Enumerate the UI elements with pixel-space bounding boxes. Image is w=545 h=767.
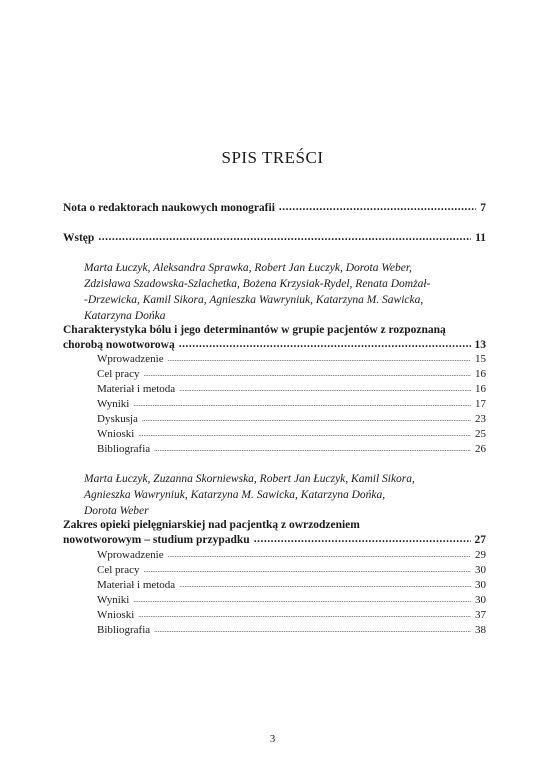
section-page: 15 [475, 353, 486, 365]
section-page: 26 [475, 443, 486, 455]
dot-leader [138, 426, 471, 441]
chapter-title: Charakterystyka bólu i jego determinantów w grupie pacjentów z rozpoznaną [63, 324, 446, 336]
dot-leader [138, 607, 471, 622]
dot-leader [179, 381, 471, 396]
dot-leader [179, 577, 471, 592]
dot-leader [133, 592, 471, 607]
toc-section[interactable] [97, 548, 486, 563]
dot-leader [168, 547, 471, 562]
dot-leader [133, 396, 471, 411]
authors-line: Marta Łuczyk, Zuzanna Skorniewska, Robert Jan Łuczyk, Kamil Sikora, [84, 473, 415, 485]
section-label: Wyniki [97, 398, 130, 410]
dot-leader [154, 441, 471, 456]
dot-leader [142, 411, 471, 426]
toc-entry-page: 13 [474, 339, 486, 351]
authors-line: Zdzisława Szadowska-Szlachetka, Bożena Krzysiak-Rydel, Renata Domżał- [84, 278, 431, 290]
dot-leader [254, 532, 471, 546]
authors-line: Katarzyna Dońka [84, 310, 166, 322]
section-page: 37 [475, 609, 486, 621]
toc-section[interactable] [97, 442, 486, 457]
page-title: SPIS TREŚCI [221, 148, 324, 167]
toc-section[interactable] [97, 397, 486, 412]
toc-section[interactable] [97, 352, 486, 367]
section-page: 29 [475, 549, 486, 561]
section-page: 30 [475, 579, 486, 591]
toc-section[interactable] [97, 608, 486, 623]
toc-entry-label: nowotworowym – studium przypadku [63, 534, 250, 546]
dot-leader [98, 230, 471, 244]
toc-entry-wstep[interactable] [63, 231, 486, 245]
page-number: 3 [269, 733, 276, 745]
section-page: 16 [475, 383, 486, 395]
toc-section[interactable] [97, 593, 486, 608]
dot-leader [279, 200, 476, 214]
section-label: Cel pracy [97, 564, 140, 576]
dot-leader [143, 366, 471, 381]
toc-section[interactable] [97, 382, 486, 397]
toc-section[interactable] [97, 367, 486, 382]
toc-section[interactable] [97, 412, 486, 427]
section-page: 25 [475, 428, 486, 440]
section-label: Wprowadzenie [97, 549, 164, 561]
section-page: 30 [475, 594, 486, 606]
section-page: 17 [475, 398, 486, 410]
section-label: Wnioski [97, 428, 135, 440]
toc-entry-page: 11 [475, 232, 486, 244]
authors-line: Dorota Weber [84, 505, 149, 517]
chapter-title: Zakres opieki pielęgniarskiej nad pacjentką z owrzodzeniem [63, 519, 360, 531]
section-label: Materiał i metoda [97, 579, 176, 591]
section-label: Wprowadzenie [97, 353, 164, 365]
dot-leader [143, 562, 471, 577]
chapter-authors [84, 471, 486, 519]
toc-entry-label: Wstęp [63, 232, 95, 244]
section-page: 23 [475, 413, 486, 425]
toc-entry-label: chorobą nowotworową [63, 339, 175, 351]
section-label: Bibliografia [97, 443, 151, 455]
toc-entry-label: Nota o redaktorach naukowych monografii [63, 202, 275, 214]
toc-entry-page: 7 [480, 202, 486, 214]
section-label: Cel pracy [97, 368, 140, 380]
section-label: Materiał i metoda [97, 383, 176, 395]
authors-line: Marta Łuczyk, Aleksandra Sprawka, Robert Jan Łuczyk, Dorota Weber, [84, 262, 412, 274]
dot-leader [154, 622, 471, 637]
dot-leader [179, 337, 471, 351]
toc-section[interactable] [97, 578, 486, 593]
dot-leader [168, 351, 471, 366]
section-label: Wyniki [97, 594, 130, 606]
toc-entry-page: 27 [474, 534, 486, 546]
authors-line: -Drzewicka, Kamil Sikora, Agnieszka Wawryniuk, Katarzyna M. Sawicka, [84, 294, 424, 306]
chapter-authors [84, 260, 486, 324]
toc-section[interactable] [97, 427, 486, 442]
toc-entry-nota[interactable] [63, 201, 486, 215]
toc-entry-chapter1[interactable] [63, 338, 486, 352]
section-label: Dyskusja [97, 413, 138, 425]
section-page: 16 [475, 368, 486, 380]
toc-entry-chapter2[interactable] [63, 533, 486, 547]
section-page: 38 [475, 624, 486, 636]
authors-line: Agnieszka Wawryniuk, Katarzyna M. Sawicka, Katarzyna Dońka, [84, 489, 386, 501]
toc-section[interactable] [97, 563, 486, 578]
toc-section[interactable] [97, 623, 486, 638]
section-page: 30 [475, 564, 486, 576]
section-label: Bibliografia [97, 624, 151, 636]
section-label: Wnioski [97, 609, 135, 621]
